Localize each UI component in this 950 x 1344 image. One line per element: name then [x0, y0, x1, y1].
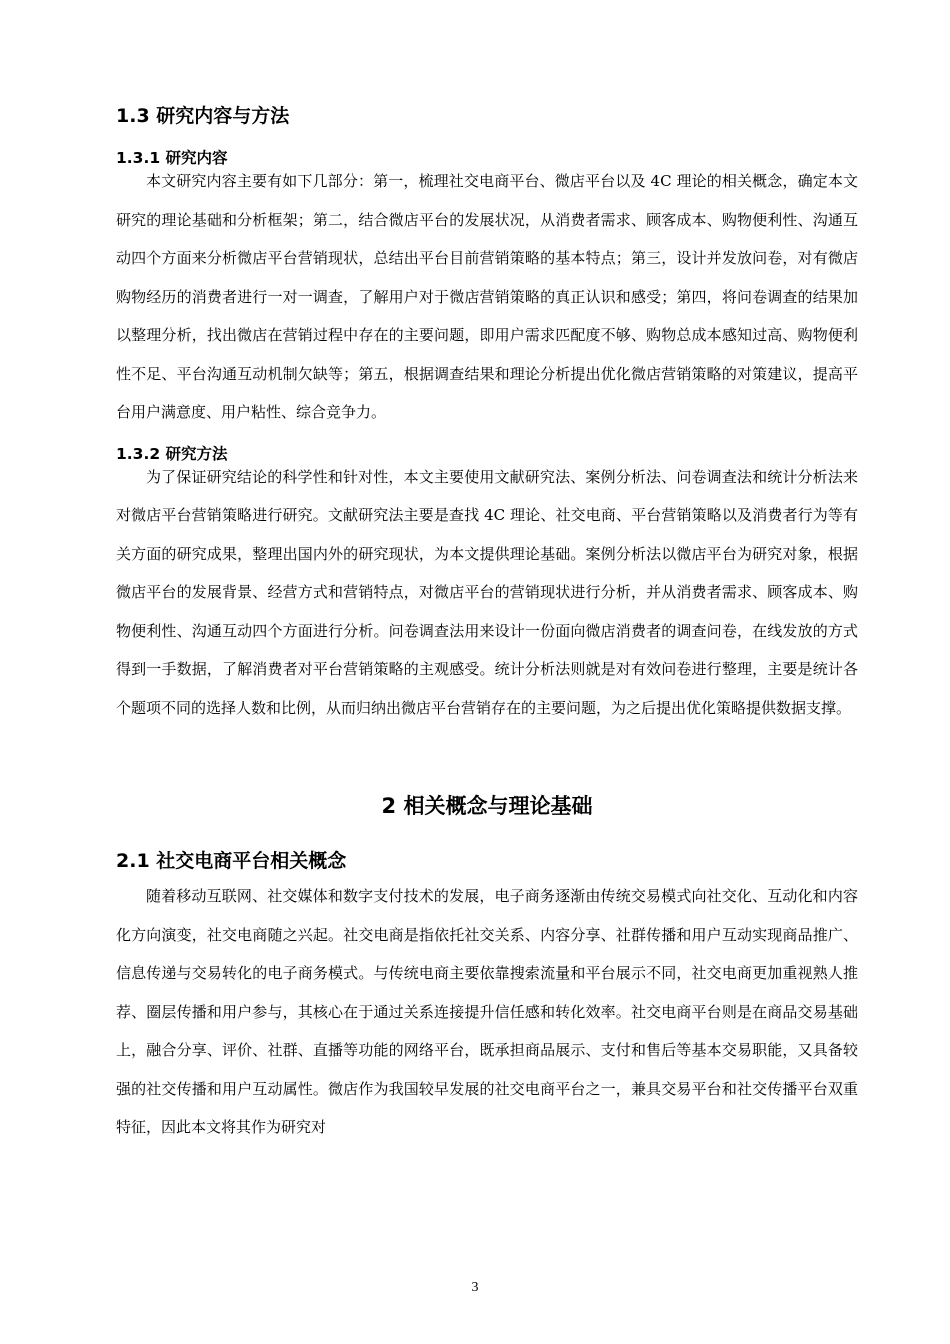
section-heading-2-1: 2.1 社交电商平台相关概念: [116, 850, 347, 872]
paragraph-research-methods: 为了保证研究结论的科学性和针对性，本文主要使用文献研究法、案例分析法、问卷调查法和统计分析法来对微店平台营销策略进行研究。文献研究法主要是查找 4C 理论、社交电商、平台营销策略以及消费者行为等有关方面的研究成果，整理出国内外的研究现状，为本文提供理论基础。案例分析法以微店平台为研究对象，根据微店平台的发展背景、经营方式和营销特点，对微店平台的营销现状进行分析，并从消费者需求、顾客成本、购物便利性、沟通互动四个方面进行分析。问卷调查法用来设计一份面向微店消费者的调查问卷，在线发放的方式得到一手数据，了解消费者对平台营销策略的主观感受。统计分析法则就是对有效问卷进行整理，主要是统计各个题项不同的选择人数和比例，从而归纳出微店平台营销存在的主要问题，为之后提出优化策略提供数据支撑。: [116, 467, 858, 717]
section-heading-1-3: 1.3 研究内容与方法: [116, 105, 290, 127]
chapter-heading-2: 2 相关概念与理论基础: [381, 794, 593, 818]
page-body: [116, 100, 858, 1147]
subsection-heading-1-3-1: 1.3.1 研究内容: [116, 149, 228, 167]
paragraph-research-content: 本文研究内容主要有如下几部分：第一，梳理社交电商平台、微店平台以及 4C 理论的相关概念，确定本文研究的理论基础和分析框架；第二，结合微店平台的发展状况，从消费者需求、顾客成本、购物便利性、沟通互动四个方面来分析微店平台营销现状，总结出平台目前营销策略的基本特点；第三，设计并发放问卷，对有微店购物经历的消费者进行一对一调查，了解用户对于微店营销策略的真正认识和感受；第四，将问卷调查的结果加以整理分析，找出微店在营销过程中存在的主要问题，即用户需求匹配度不够、购物总成本感知过高、购物便利性不足、平台沟通互动机制欠缺等；第五，根据调查结果和理论分析提出优化微店营销策略的对策建议，提高平台用户满意度、用户粘性、综合竞争力。: [116, 172, 858, 421]
paragraph-social-ecommerce: 随着移动互联网、社交媒体和数字支付技术的发展，电子商务逐渐由传统交易模式向社交化、互动化和内容化方向演变，社交电商随之兴起。社交电商是指依托社交关系、内容分享、社群传播和用户互动实现商品推广、信息传递与交易转化的电子商务模式。与传统电商主要依靠搜索流量和平台展示不同，社交电商更加重视熟人推荐、圈层传播和用户参与，其核心在于通过关系连接提升信任感和转化效率。社交电商平台则是在商品交易基础上，融合分享、评价、社群、直播等功能的网络平台，既承担商品展示、支付和售后等基本交易职能，又具备较强的社交传播和用户互动属性。微店作为我国较早发展的社交电商平台之一，兼具交易平台和社交传播平台双重特征，因此本文将其作为研究对: [116, 887, 858, 1136]
page-number: 3: [471, 1280, 479, 1295]
subsection-heading-1-3-2: 1.3.2 研究方法: [116, 444, 228, 463]
